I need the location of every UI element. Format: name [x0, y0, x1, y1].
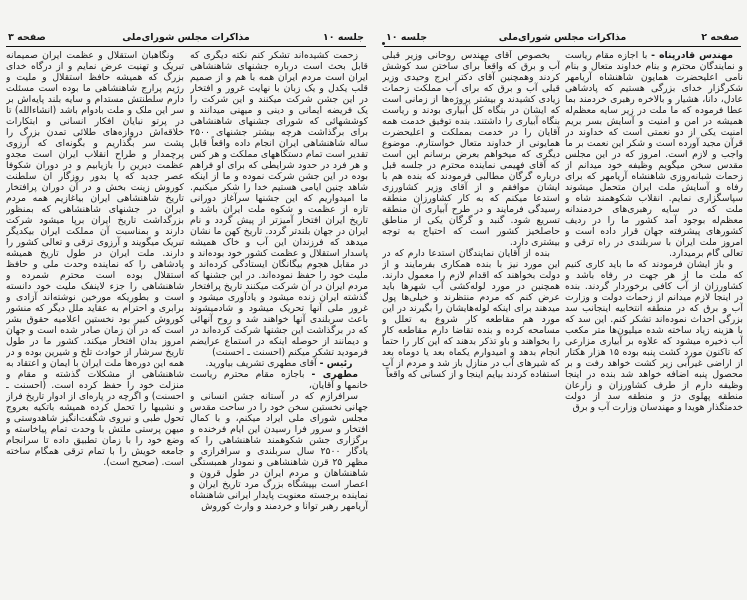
- session-number: جلسه ۱۰: [322, 32, 364, 43]
- session-number: جلسه ۱۰: [386, 32, 428, 43]
- text-column-left: [382, 50, 560, 570]
- page-header: [384, 32, 741, 47]
- running-title: مذاکرات مجلس شورای‌ملی: [122, 32, 250, 43]
- speaker-name: رئیس -: [319, 358, 353, 369]
- running-title: مذاکرات مجلس شورای‌ملی: [498, 32, 627, 43]
- paragraph: و باز ایشان فرمودند که ما باید کاری کنیم که ملت ما از هر جهت در رفاه باشد و کشاورزان از آب کافی برخوردار گردند. بنده در اینجا لازم میدانم از زحمات دولت و وزارت آب و برق که در منطقه انتخابیه اینجانب سد بزرگی احداث نموده‌اند تشکر کنم. این سد که با هزینه زیاد ساخته شده میلیون‌ها متر مکعب آب ذخیره میشود که علاوه بر آبیاری مزارعی که تاکنون مورد کشت پنبه بوده ۱۵ هزار هکتار از اراضی غیرآبی زیر کشت خواهد رفت و بر محصول پنبه اضافه خواهد شد بنده در اینجا وظیفه دارم از طرف کشاورزان و زارعان منطقه پهلوی دژ و منطقه سد از دولت خدمتگذار هویدا و مهندسان وزارت آب و برق: [565, 259, 743, 413]
- paragraph: زحمت کشیده‌اند تشکر کنم نکته دیگری که قابل بحث است درباره جشنهای شاهنشاهی ایران است مردم ایران همه با هم و از صمیم قلب یکدل و یک زبان با نهایت غرور و افتخار در این جشن شرکت میکنند و این شرکت را یک فریضه ایمانی و دینی و میهنی میدانند و کوششهائی که شورای جشنهای شاهنشاهی برای برگذاشت هرچه بیشتر جشنهای ۲۵۰۰ ساله شاهنشاهی ایران انجام داده واقعاً قابل تقدیر است تمام دستگاههای مملکت و هر کس و هر فرد در حدود شرایطی که برای او فراهم بوده در این جشن شرکت نموده و ما از اینکه شاهد چنین ایامی هستیم خدا را شکر میکنیم. ما امیدواریم که این جشنها سرآغاز دورانی تازه از عظمت و شکوه ملت ایران باشد و تاریخ ایران افتخار آمیزتر از پیش گردد و نام ایران در جهان بلندتر گردد. تاریخ کهن ما نشان میدهد که فرزندان این آب و خاک همیشه پاسدار استقلال و عظمت کشور خود بوده‌اند و در مقابل هجوم بیگانگان ایستادگی کرده‌اند و ملیت خود را حفظ نموده‌اند. در این جشنها که مردم ایران در آن شرکت میکنند تاریخ پرافتخار گذشته ایران زنده میشود و یادآوری میشود و غرور ملی آنها تحریک میشود و شادمیشوند باعث سربلندی آنها خواهند شد و روح آنهائی که در برگذاشت این جشنها شرکت کرده‌اند در و دیمانند از حوصله اینکه در استماع عرایضم فرمودید تشکر میکنم (احسنت ـ احسنت): [190, 50, 368, 358]
- left-page: [0, 0, 372, 600]
- scan-mark: [382, 42, 385, 45]
- text-column-right: [565, 50, 743, 570]
- page-header: [6, 32, 366, 47]
- speaker-name: مهندس قادرپناه -: [651, 50, 733, 61]
- right-page: [378, 0, 747, 600]
- page-number: صفحه ۲: [701, 32, 739, 43]
- paragraph: مهندس قادرپناه - با اجازه مقام ریاست و نمایندگان محترم و بنام خداوند متعال و بنام نامی اعلیحضرت همایون شاهنشاه آریامهر شکرگزار خدای بزرگی هستیم که پادشاهی عادل، دانا، هشیار و بالاخره رهبری خردمند بما عطا فرموده که ما ملت در زیر سایه معظم‌له همیشه در امن و امنیت و آسایش بسر بریم امنیت یکی از دو نعمتی است که خداوند در قرآن مجید آورده است و شکر این نعمت بر ما واجب و لازم است. امروز که در این مجلس مقدس سخن میگویم وظیفه خود میدانم از زحمات شبانه‌روزی شاهنشاه آریامهر که برای رفاه و آسایش ملت ایران متحمل میشوند سپاسگزاری نمایم. انقلاب شکوهمند شاه و ملت که در سایه رهبری‌های خردمندانه معظم‌له بوجود آمد کشور ما را در ردیف کشورهای پیشرفته جهان قرار داده است و امروز ملت ایران با سربلندی در راه ترقی و تعالی گام برمیدارد.: [565, 50, 743, 259]
- paragraph: بخصوص آقای مهندس روحانی وزیر قبلی آب و برق که واقعاً برای ساختن سد کوشش کردند وهمچنین آقای دکتر ایرج وحیدی وزیر قبلی آب و برق که برای آب مملکت زحمات زیادی کشیدند و بیشتر پروژه‌ها از زمانی است که ایشان در بنگاه کل آبیاری بودند و ریاست بنگاه آبیاری را داشتند. بنده توفیق خدمت همه آقایان را در خدمت بمملکت و اعلیحضرت همایونی از خداوند متعال خواستارم. موضوع دیگری که میخواهم بعرض برسانم این است که آقای فهیمی نماینده محترم در جلسه قبل درباره گرگان مطالبی فرمودند که بنده هم با ایشان موافقم و از آقای وزیر کشاورزی استدعا میکنم که به کار کشاورزان منطقه رسیدگی فرمایند و در طرح آبیاری آن منطقه تسریع شود. گنبد و گرگان یکی از مناطق حاصلخیز کشور است که احتیاج به توجه بیشتری دارد.: [382, 50, 560, 248]
- paragraph: ونگاهبان استقلال و عظمت ایران صمیمانه تبریک و تهنیت عرض نمایم و از درگاه خدای بزرگ که همیشه حافظ استقلال و ملیت و رژیم پرارج شاهنشاهی ما بوده است مسئلت دارم سلطنتش مستدام و سایه بلند پایه‌اش بر سر این ملک و ملت بادوام باشد (انشاءالله) تا در پرتو نبایان افکار انسانی و ابتکارات خلاقه‌اش دروازه‌های طلائی تمدن بزرگ را پشت سر بگذاریم و بگونه‌ای که آرزوی پرچمدار و طراح انقلاب ایران است مجدو عظمت دیرین را بازیابیم و در دوران شکوفا عصر جدید که پا بدور روزگار ان سلطنت کوروش زینت بخش و در آن دوران پرافتخار تاریخ شاهنشاهی ایران بیاغازیم همه مردم ایران در جشنهای شاهنشاهی که بمنظور بزرگداشت تاریخ ایران برپا میشود شرکت دارند و بمناسبت آن مملکت ایران بیکدیگر تبریک میگویند و آرزوی ترقی و تعالی کشور را دارند. ملت ایران در طول تاریخ همیشه پادشاهی را که نماینده وحدت ملی و حافظ استقلال بوده است محترم شمرده و شاهنشاهی را جزء لاینفک ملیت خود دانسته است و بطوریکه مورخین نوشته‌اند آزادی و برابری و احترام به عقاید ملل دیگر که منشور کوروش کبیر بود نخستین اعلامیه حقوق بشر است که در آن زمان صادر شده است و جهان امروز بدان افتخار میکند. کشور ما در طول تاریخ سرشار از حوادث تلخ و شیرین بوده و در همه این دوره‌ها ملت ایران با ایمان و اعتقاد به شاهنشاهی از مشکلات گذشته و مقام و منزلت خود را حفظ کرده است. (احسنت ـ احسنت) و اگرچه در پاره‌ای از ادوار تاریخ فراز و نشیبها را تحمل کرده همیشه باتکیه بعروج تحول طبی و نیروی شگفت‌انگیز شاهدوستی و میهن پرستی ملتش با وحدت تمام پیاخاسته و وضع خود را با زمان تطبیق داده تا سرانجام جامعه خویش را با تمام ترقی همگام ساخته است. (صحیح است).: [6, 50, 184, 468]
- speaker-name: مطهری -: [311, 369, 358, 380]
- text-column-right: [190, 50, 368, 570]
- paragraph: سرافرازم که در آستانه جشن انسانی و جهانی نخستین سخن خود را در ساحت مقدس مجلس شورای ملی ایراد میکنم، و با کمال افتخار و سرور فرا رسیدن این ایام فرخنده و برگزاری جشن شکوهمند شاهنشاهی را که یادگار ۲۵۰۰ سال سربلندی و سرافرازی و مظهر ۲۵ قرن شاهنشاهی و نمودار همبستگی شاهنشاهان و مردم ایران در طول قرون و اعصار است بپیشگاه بزرگ مرد تاریخ ایران و نماینده برجسته معنویت پایدار ایرانی شاهنشاه آریامهر رهبر توانا و خردمند و وارث کوروش: [190, 391, 368, 512]
- paragraph: بنده از آقایان نمایندگان استدعا دارم که در این مورد نیز با بنده همکاری بفرمایند و از دولت بخواهند که اقدام لازم را معمول دارند. همچنین در مورد لوله‌کشی آب شهرها باید عرض کنم که مردم منتظرند و خیلی‌ها پول میدهند برای اینکه لوله‌هایشان را بگیرند در این مورد هم مقاطعه کار شروع به تعلل و مسامحه کرده و بنده تقاضا دارم مقاطعه کار را بخواهند و باو تذکر بدهند که این کار را حتماً انجام بدهد و امیدوارم یکماه بعد یا دوماه بعد که شیرهای آب در منازل باز شد و مردم از آب استفاده کردند بیایم اینجا و از کسانی که واقعاً: [382, 248, 560, 380]
- page-number: صفحه ۳: [8, 32, 46, 43]
- paragraph: رئیس - آقای مطهری تشریف بیاورید.: [205, 358, 353, 369]
- text-column-left: [6, 50, 184, 570]
- paragraph: مطهری - باجازه مقام محترم ریاست خانمها و آقایان،: [190, 369, 368, 391]
